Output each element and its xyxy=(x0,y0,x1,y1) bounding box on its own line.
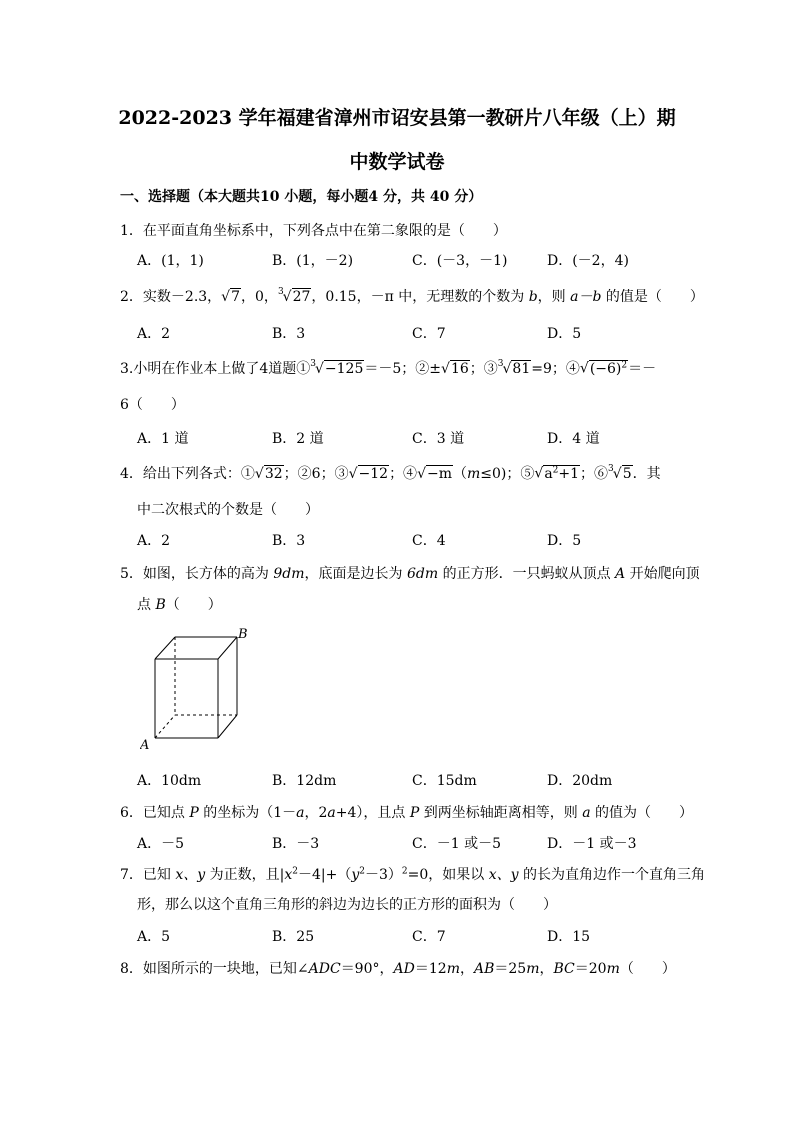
q7-exp-1: 2 xyxy=(292,866,298,877)
sqrt-16: √16 xyxy=(441,361,469,377)
q5-height: 9dm xyxy=(273,566,305,582)
q4-text-1: 4．给出下列各式：① xyxy=(120,466,255,482)
q4-option-d: D．5 xyxy=(547,533,582,549)
cbrt-27-radicand: 27 xyxy=(292,289,311,305)
cbrt-27: $^3$√27 xyxy=(277,287,311,305)
top-left-edge xyxy=(155,637,175,659)
q2-text-4: ，则 xyxy=(537,289,571,305)
sqrt-16-radicand: 16 xyxy=(450,361,469,377)
sqrt-7: √7 xyxy=(221,289,241,305)
q8-text-2: ＝90°， xyxy=(340,961,394,977)
q6-point-p-2: P xyxy=(409,805,420,821)
q8-angle-adc: ADC xyxy=(308,961,341,977)
q2-expr-a-b: a－b xyxy=(570,289,602,305)
q5-text-1: 5．如图，长方体的高为 xyxy=(120,566,274,582)
question-1: 1．在平面直角坐标系中，下列各点中在第二象限的是（ ） xyxy=(120,223,507,239)
q7-option-d: D．15 xyxy=(547,929,591,945)
a-exponent: 2 xyxy=(552,465,559,476)
sqrt-neg-m-radicand: −m xyxy=(426,466,452,482)
q4-text-5: ≤0)；⑤ xyxy=(480,466,535,482)
cbrt-5-radicand: 5 xyxy=(622,466,632,482)
q6-point-p: P xyxy=(189,805,199,821)
q6-text-6: 的值为（ ） xyxy=(590,805,694,821)
sqrt-neg6-squared: $√(-6)^2$ xyxy=(579,360,628,377)
sqrt-a2-plus-1-radicand xyxy=(543,465,580,482)
q3-option-c: C．3 道 xyxy=(412,431,465,447)
q8-text-3: ＝12 xyxy=(414,961,447,977)
sqrt-32: √32 xyxy=(254,466,283,482)
cbrt-27-index: 3 xyxy=(277,287,284,297)
exam-title-line2: 中数学试卷 xyxy=(349,151,445,173)
q4-option-c: C．4 xyxy=(412,533,446,549)
q1-option-a: A．(1，1) xyxy=(137,253,204,269)
q6-option-a: A．－5 xyxy=(137,836,185,852)
q7-text-3: －4|+（ xyxy=(297,867,352,883)
question-7 xyxy=(120,864,705,884)
q4-text-4: （ xyxy=(453,466,467,482)
q3-option-a: A．1 道 xyxy=(137,431,189,447)
sqrt-neg-12-radicand: −12 xyxy=(358,466,389,482)
q8-text-7: ＝20 xyxy=(574,961,607,977)
cbrt-81: $^3$√81 xyxy=(497,359,531,377)
q8-seg-ad: AD xyxy=(393,961,415,977)
q8-seg-bc: BC xyxy=(553,961,575,977)
q2-text-5: 的值是（ ） xyxy=(601,289,704,305)
q5-text-3: 的正方形．一只蚂蚁从顶点 xyxy=(438,566,616,582)
q5-option-d: D．20dm xyxy=(547,773,613,789)
q3-text-1: 3.小明在作业本上做了4道题① xyxy=(120,361,311,377)
q4-text-6: ；⑥ xyxy=(580,466,609,482)
question-7-line2: 形，那么以这个直角三角形的斜边为边长的正方形的面积为（ ） xyxy=(137,897,557,913)
q8-unit-1: m xyxy=(446,961,460,977)
q7-text-4: －3） xyxy=(365,867,402,883)
section-heading: 一、选择题（本大题共10 小题，每小题4 分，共 40 分） xyxy=(120,189,483,205)
sqrt-neg-m: √−m xyxy=(417,466,452,482)
q2-option-d: D．5 xyxy=(547,326,582,342)
q5-option-b: B．12dm xyxy=(272,773,337,789)
q2-text-2: ，0， xyxy=(241,289,278,305)
q5-point-a: A xyxy=(615,566,626,582)
q3-option-b: B．2 道 xyxy=(272,431,324,447)
cbrt-81-index: 3 xyxy=(497,359,504,369)
q8-text-6: ， xyxy=(539,961,554,977)
q7-text-2: 为正数，且| xyxy=(205,867,285,883)
sqrt-neg-12: √−12 xyxy=(348,466,389,482)
question-3-line2: 6（ ） xyxy=(120,397,185,413)
q5-text-2: ，底面是边长为 xyxy=(304,566,407,582)
q7-var-y: y xyxy=(351,867,360,883)
q4-text-3: ；④ xyxy=(389,466,418,482)
q4-text-2: ；②6；③ xyxy=(283,466,349,482)
q6-text-4: +4），且点 xyxy=(335,805,410,821)
bottom-right-edge xyxy=(218,715,237,738)
neg6-exponent: 2 xyxy=(621,360,628,371)
q8-seg-ab: AB xyxy=(473,961,495,977)
q2-option-b: B．3 xyxy=(272,326,306,342)
q8-text-5: ＝25 xyxy=(494,961,527,977)
q6-text-3: ，2 xyxy=(304,805,328,821)
q7-text-1: 7．已知 xyxy=(120,867,176,883)
sqrt-a2-plus-1: $√a^2+1$ xyxy=(534,465,580,482)
q5-text-4: 开始爬向顶 xyxy=(625,566,700,582)
q2-option-c: C．7 xyxy=(412,326,446,342)
a-base: a xyxy=(544,466,553,482)
sqrt-neg6-squared-radicand xyxy=(589,360,628,377)
neg6-base: (−6) xyxy=(589,361,622,377)
q3-option-d: D．4 道 xyxy=(547,431,600,447)
q6-var-a-1: a xyxy=(296,805,305,821)
q1-option-d: D．(－2，4) xyxy=(547,253,629,269)
q7-option-c: C．7 xyxy=(412,929,446,945)
q7-vars-xy-2: x、y xyxy=(488,867,519,883)
q4-option-b: B．3 xyxy=(272,533,306,549)
cbrt-neg-125-index: 3 xyxy=(310,359,316,369)
q8-unit-3: m xyxy=(606,961,620,977)
question-4 xyxy=(120,463,661,483)
q6-option-c: C．－1 或－5 xyxy=(412,836,501,852)
q4-option-a: A．2 xyxy=(137,533,171,549)
q3-text-5: ＝－ xyxy=(628,361,657,377)
question-8 xyxy=(120,958,676,978)
question-4-line2: 中二次根式的个数是（ ） xyxy=(137,502,319,518)
q4-var-m: m xyxy=(467,466,481,482)
q6-text-5: 到两坐标轴距离相等，则 xyxy=(419,805,583,821)
q4-text-7: ．其 xyxy=(632,466,661,482)
q5-option-a: A．10dm xyxy=(137,773,202,789)
sqrt-32-radicand: 32 xyxy=(264,466,283,482)
cbrt-5-index: 3 xyxy=(608,464,614,474)
q3-text-2: ＝－5；②± xyxy=(364,361,442,377)
q5-text-6: （ ） xyxy=(165,597,222,613)
question-3 xyxy=(120,358,656,378)
cbrt-neg-125: $^3$√−125 xyxy=(310,359,364,377)
cbrt-5: $^3$√5 xyxy=(608,464,632,482)
q7-exp-3: 2 xyxy=(401,866,408,877)
question-5 xyxy=(120,563,700,583)
hidden-bottom-left-edge xyxy=(155,715,175,738)
figure-label-b: B xyxy=(238,627,248,642)
q3-text-3: ；③ xyxy=(469,361,498,377)
exam-title-line1: 2022-2023 学年福建省漳州市诏安县第一教研片八年级（上）期 xyxy=(118,107,676,129)
q3-text-4: =9；④ xyxy=(531,361,580,377)
q6-option-b: B．－3 xyxy=(272,836,320,852)
cbrt-neg-125-radicand: −125 xyxy=(324,361,364,377)
q2-var-b: b xyxy=(528,289,538,305)
q2-option-a: A．2 xyxy=(137,326,171,342)
q5-option-c: C．15dm xyxy=(412,773,477,789)
q6-text-2: 的坐标为（1－ xyxy=(198,805,297,821)
cbrt-81-radicand: 81 xyxy=(512,361,531,377)
q5-side: 6dm xyxy=(406,566,439,582)
q7-var-x: x xyxy=(284,867,293,883)
q6-option-d: D．－1 或－3 xyxy=(547,836,637,852)
q8-text-4: ， xyxy=(459,961,474,977)
q6-text-1: 6．已知点 xyxy=(120,805,190,821)
q7-exp-2: 2 xyxy=(359,866,365,877)
q7-text-6: 的长为直角边作一个直角三角 xyxy=(518,867,706,883)
sqrt-7-radicand: 7 xyxy=(231,289,241,305)
q7-option-a: A．5 xyxy=(137,929,171,945)
q2-text-1: 2．实数－2.3， xyxy=(120,289,222,305)
q1-option-c: C．(－3，－1) xyxy=(412,253,508,269)
q6-var-a-3: a xyxy=(582,805,591,821)
q7-vars-xy: x、y xyxy=(175,867,206,883)
q5-point-b: B xyxy=(155,597,166,613)
cuboid-figure xyxy=(140,627,260,755)
q7-option-b: B．25 xyxy=(272,929,315,945)
q7-text-5: =0，如果以 xyxy=(407,867,489,883)
question-2 xyxy=(120,286,704,306)
question-5-line2 xyxy=(137,594,222,614)
q5-text-5: 点 xyxy=(137,597,156,613)
q8-unit-2: m xyxy=(526,961,540,977)
question-6 xyxy=(120,802,693,822)
q1-option-b: B．(1，－2) xyxy=(272,253,354,269)
q8-text-1: 8．如图所示的一块地，已知∠ xyxy=(120,961,309,977)
figure-label-a: A xyxy=(140,738,150,753)
top-right-edge xyxy=(218,637,237,659)
q8-text-8: （ ） xyxy=(619,961,676,977)
q2-text-3: ，0.15，－π 中，无理数的个数为 xyxy=(311,289,529,305)
q6-var-a-2: a xyxy=(327,805,336,821)
plus-one: +1 xyxy=(558,466,580,482)
